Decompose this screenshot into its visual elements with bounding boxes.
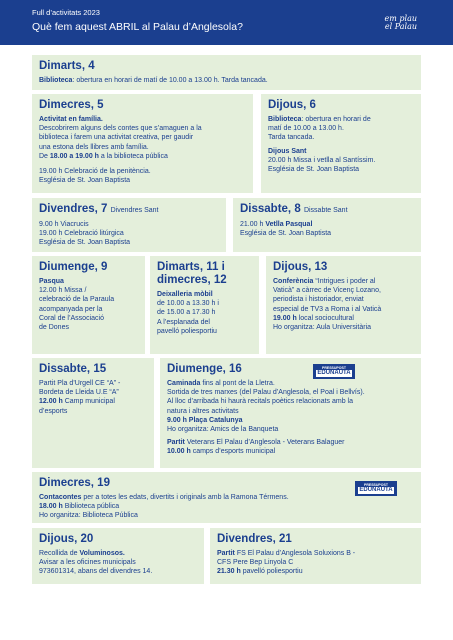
event-time: 18.00 h	[39, 503, 63, 511]
event-time: 21.00 h	[240, 221, 266, 228]
event-label: Conferència	[273, 278, 314, 285]
edunauta-badge	[355, 481, 397, 496]
day-title: Dimecres, 5	[39, 99, 104, 111]
event-box-dimecres-19	[32, 472, 421, 523]
event-location: Església de St. Joan Baptista	[268, 166, 360, 174]
event-text: una estona dels llibres amb família.	[39, 143, 149, 151]
event-text: especial de TV3 a Roma i al Vaticà	[273, 305, 382, 313]
event-time: 21.30 h	[217, 568, 241, 576]
event-title: Activitat en família.	[39, 116, 103, 123]
day-title: Dimarts, 4	[39, 60, 95, 72]
badge-main-text: EDUNAUTA	[317, 370, 351, 376]
event-location: camps d’esports municipal	[190, 448, 276, 456]
event-text: Veterans El Palau d’Anglesola - Veterans Balaguer	[184, 439, 345, 447]
event-label: Biblioteca	[268, 116, 302, 123]
event-title: Dijous Sant	[268, 147, 307, 155]
event-location: Església de St. Joan Baptista	[240, 230, 332, 238]
event-box-dijous-13	[266, 256, 421, 354]
event-title: Vetlla Pasqual	[265, 221, 313, 228]
event-text: : obertura en horari de matí de 10.00 a 13.00 h. Tarda tancada.	[72, 77, 268, 84]
event-time: 10.00 h	[167, 448, 191, 456]
event-title: Voluminosos.	[79, 550, 125, 557]
event-box-diumenge-9	[32, 256, 145, 354]
day-title: Dissabte, 15	[39, 363, 107, 375]
event-text: Partit Pla d’Urgell CE “A” -	[39, 380, 121, 387]
event-text: 19.00 h Celebració de la penitència.	[39, 168, 151, 176]
event-text: CFS Pere Bep Linyola C	[217, 559, 294, 567]
event-label: Partit	[167, 439, 185, 447]
event-location: Camp municipal	[62, 398, 115, 406]
day-title: Divendres, 7	[39, 203, 108, 215]
day-title: Dijous, 20	[39, 533, 94, 545]
day-title: Dijous, 13	[273, 261, 328, 273]
event-box-divendres-7	[32, 198, 226, 252]
event-location: Església de St. Joan Baptista	[39, 177, 131, 185]
edunauta-badge	[313, 364, 355, 379]
header-subtitle: Full d’activitats 2023	[32, 8, 100, 17]
day-title: Dimarts, 11 i dimecres, 12	[157, 261, 227, 286]
page-title: Què fem aquest ABRIL al Palau d’Anglesola?	[32, 21, 243, 33]
event-label: Contacontes	[39, 494, 82, 501]
event-text: natura i altres activitats	[167, 407, 239, 415]
event-text: A l’esplanada del	[157, 318, 210, 326]
day-title: Dijous, 6	[268, 99, 316, 111]
event-text: de 15.00 a 17.30 h	[157, 309, 216, 317]
event-location: d’esports	[39, 407, 68, 415]
event-text: Tarda tancada.	[268, 134, 315, 142]
event-text: “Intrigues i poder al	[313, 278, 376, 285]
event-text: Recollida de	[39, 550, 80, 557]
event-location: local sociocultural	[296, 314, 354, 322]
event-text: de 10.00 a 13.30 h i	[157, 300, 219, 308]
day-title: Dissabte, 8	[240, 203, 301, 215]
badge-top-text: PRESSUPOST	[364, 483, 388, 487]
event-label: Partit	[217, 550, 235, 557]
day-note: Dissabte Sant	[303, 207, 348, 214]
event-text: per a totes les edats, divertits i originals amb la Ramona Térmens.	[81, 494, 289, 501]
event-text: de Dones	[39, 324, 69, 332]
event-text: Avisar a les oficines municipals	[39, 559, 136, 567]
event-text: 12.00 h Missa /	[39, 287, 87, 295]
event-location: pavelló poliesportiu	[240, 568, 303, 576]
event-text: Vaticà” a càrrec de Vicenç Lozano,	[273, 287, 381, 295]
day-title: Dimecres, 19	[39, 477, 110, 489]
badge-main-text: EDUNAUTA	[359, 487, 393, 493]
event-label: Caminada	[167, 380, 201, 387]
day-note: Divendres Sant	[110, 207, 159, 214]
event-text: matí de 10.00 a 13.00 h.	[268, 125, 344, 133]
event-box-dissabte-15	[32, 358, 154, 468]
event-text: Coral de l’Associació	[39, 314, 104, 322]
badge-top-text: PRESSUPOST	[322, 366, 346, 370]
event-text: 19.00 h Celebració litúrgica	[39, 230, 124, 238]
event-box-dimarts-11-dimecres-12	[150, 256, 259, 354]
event-title: Deixalleria mòbil	[157, 291, 213, 298]
day-title: Divendres, 21	[217, 533, 292, 545]
event-text: De	[39, 152, 50, 160]
event-time: 12.00 h	[39, 398, 63, 406]
event-text: biblioteca i farem una activitat creativa, per gaudir	[39, 134, 194, 142]
event-box-dissabte-8	[233, 198, 421, 252]
event-text: 9.00 h Viacrucis	[39, 221, 89, 228]
event-label: Biblioteca	[39, 77, 73, 84]
event-organizer: Ho organitza: Aula Universitària	[273, 324, 372, 332]
event-text: celebració de la Paraula	[39, 296, 115, 304]
event-box-dijous-20	[32, 528, 204, 584]
logo-line-1: em plau	[384, 14, 417, 23]
event-text: 20.00 h Missa i vetlla al Santíssim.	[268, 156, 376, 164]
event-location: Església de St. Joan Baptista	[39, 239, 131, 247]
event-text: acompanyada per la	[39, 305, 103, 313]
event-text: periodista i historiador, enviat	[273, 296, 364, 304]
event-text: fins al pont de la Lletra.	[200, 380, 275, 387]
event-box-dijous-6	[261, 94, 421, 193]
day-title: Diumenge, 9	[39, 261, 108, 273]
event-time: 9.00 h Plaça Catalunya	[167, 416, 243, 424]
page-header	[0, 0, 453, 45]
event-location: Biblioteca pública	[62, 503, 120, 511]
event-text: Descobrirem alguns dels contes que s’amaguen a la	[39, 125, 202, 133]
event-box-dimarts-4	[32, 55, 421, 90]
day-title: Diumenge, 16	[167, 363, 242, 375]
event-text: FS El Palau d’Anglesola Soluxions B -	[234, 550, 356, 557]
event-box-diumenge-16	[160, 358, 421, 468]
event-box-divendres-21	[210, 528, 421, 584]
event-text: Al lloc d’arribada hi haurà recitals poètics relacionats amb la	[167, 398, 353, 406]
event-location: pavelló poliesportiu	[157, 327, 217, 335]
event-organizer: Ho organitza: Biblioteca Pública	[39, 512, 138, 520]
event-text: Sortida de tres marxes (del Palau d’Anglesola, el Poal i Bellvís).	[167, 389, 365, 397]
event-phone: 973601314, abans del divendres 14.	[39, 568, 153, 576]
em-plau-logo	[385, 15, 417, 31]
event-time: 19.00 h	[273, 314, 297, 322]
event-title: Pasqua	[39, 278, 64, 285]
event-organizer: Ho organitza: Amics de la Banqueta	[167, 426, 279, 434]
event-box-dimecres-5	[32, 94, 253, 193]
event-time: 18.00 a 19.00 h	[49, 152, 99, 160]
event-text: a la biblioteca pública	[98, 152, 168, 160]
event-text: Bordeta de Lleida U.E “A”	[39, 389, 119, 397]
logo-line-2: el Palau	[384, 22, 417, 31]
event-text: : obertura en horari de	[301, 116, 371, 123]
